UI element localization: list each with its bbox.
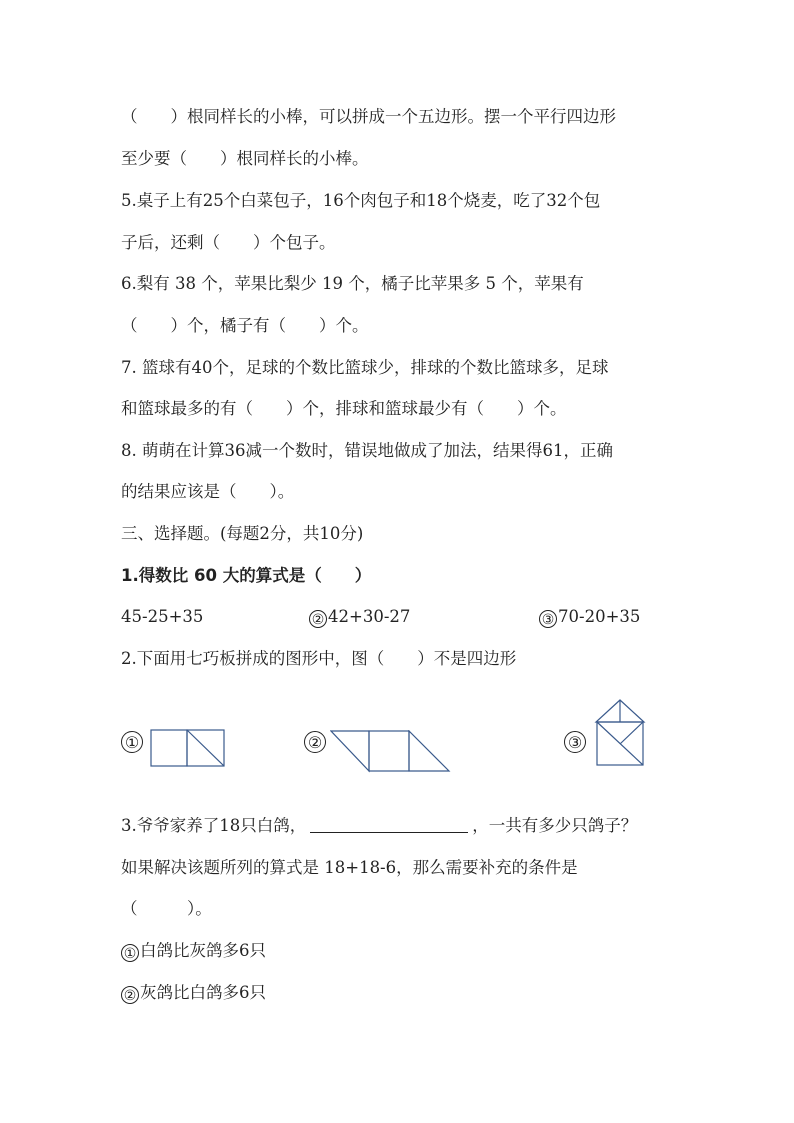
question-5: 5.桌子上有25个白菜包子，16个肉包子和18个烧麦，吃了32个包 [121, 191, 601, 210]
option-a-text: 45-25+35 [121, 607, 204, 626]
q3-option-2 [121, 982, 266, 1004]
option-c-text: 70-20+35 [558, 607, 641, 626]
q3-text-start: 3.爷爷家养了18只白鸽， [121, 816, 307, 835]
figure-2-label [304, 730, 327, 753]
text-line: 至少要（ ）根同样长的小棒。 [121, 149, 369, 168]
circle-2-icon: ② [309, 610, 327, 628]
figure-2-tangram [330, 730, 452, 774]
question-8: 8. 萌萌在计算36减一个数时，错误地做成了加法，结果得61，正确 [121, 441, 613, 460]
circle-3-icon: ③ [564, 731, 586, 753]
figure-1-tangram [150, 729, 228, 769]
question-6: 6.梨有 38 个，苹果比梨少 19 个，橘子比苹果多 5 个，苹果有 [121, 274, 584, 293]
choice-question-1: 1.得数比 60 大的算式是（ ） [121, 566, 372, 585]
q3-option-1 [121, 940, 266, 962]
text-line: （ ）个，橘子有（ ）个。 [121, 316, 369, 335]
q3-option-2-text: 灰鸽比白鸽多6只 [140, 983, 266, 1002]
text-line: 的结果应该是（ ）。 [121, 482, 295, 501]
circle-2-icon: ② [304, 731, 326, 753]
answer-blank[interactable] [310, 816, 468, 833]
option-b [309, 606, 410, 628]
circle-1-icon: ① [121, 944, 139, 962]
text-line: （ ）根同样长的小棒，可以拼成一个五边形。摆一个平行四边形 [121, 107, 616, 126]
text-line: 和篮球最多的有（ ）个，排球和篮球最少有（ ）个。 [121, 399, 567, 418]
text-line: 子后，还剩（ ）个包子。 [121, 233, 336, 252]
figure-3-label [564, 730, 587, 753]
section-heading: 三、选择题。(每题2分，共10分) [121, 524, 364, 543]
circle-3-icon: ③ [539, 610, 557, 628]
circle-1-icon: ① [121, 731, 143, 753]
q3-text-end: ，一共有多少只鸽子？ [472, 816, 638, 835]
text-line: 如果解决该题所列的算式是 18+18-6，那么需要补充的条件是 [121, 858, 578, 877]
option-b-text: 42+30-27 [328, 607, 411, 626]
figure-3-tangram [594, 699, 646, 767]
option-a [121, 606, 203, 628]
figure-1-label [121, 730, 144, 753]
question-7: 7. 篮球有40个，足球的个数比篮球少，排球的个数比篮球多，足球 [121, 358, 609, 377]
q3-option-1-text: 白鸽比灰鸽多6只 [140, 941, 266, 960]
circle-2-icon: ② [121, 986, 139, 1004]
option-c [539, 606, 640, 628]
choice-question-2: 2.下面用七巧板拼成的图形中，图（ ）不是四边形 [121, 649, 517, 668]
choice-question-3 [121, 815, 681, 837]
text-line: （ ）。 [121, 899, 212, 918]
